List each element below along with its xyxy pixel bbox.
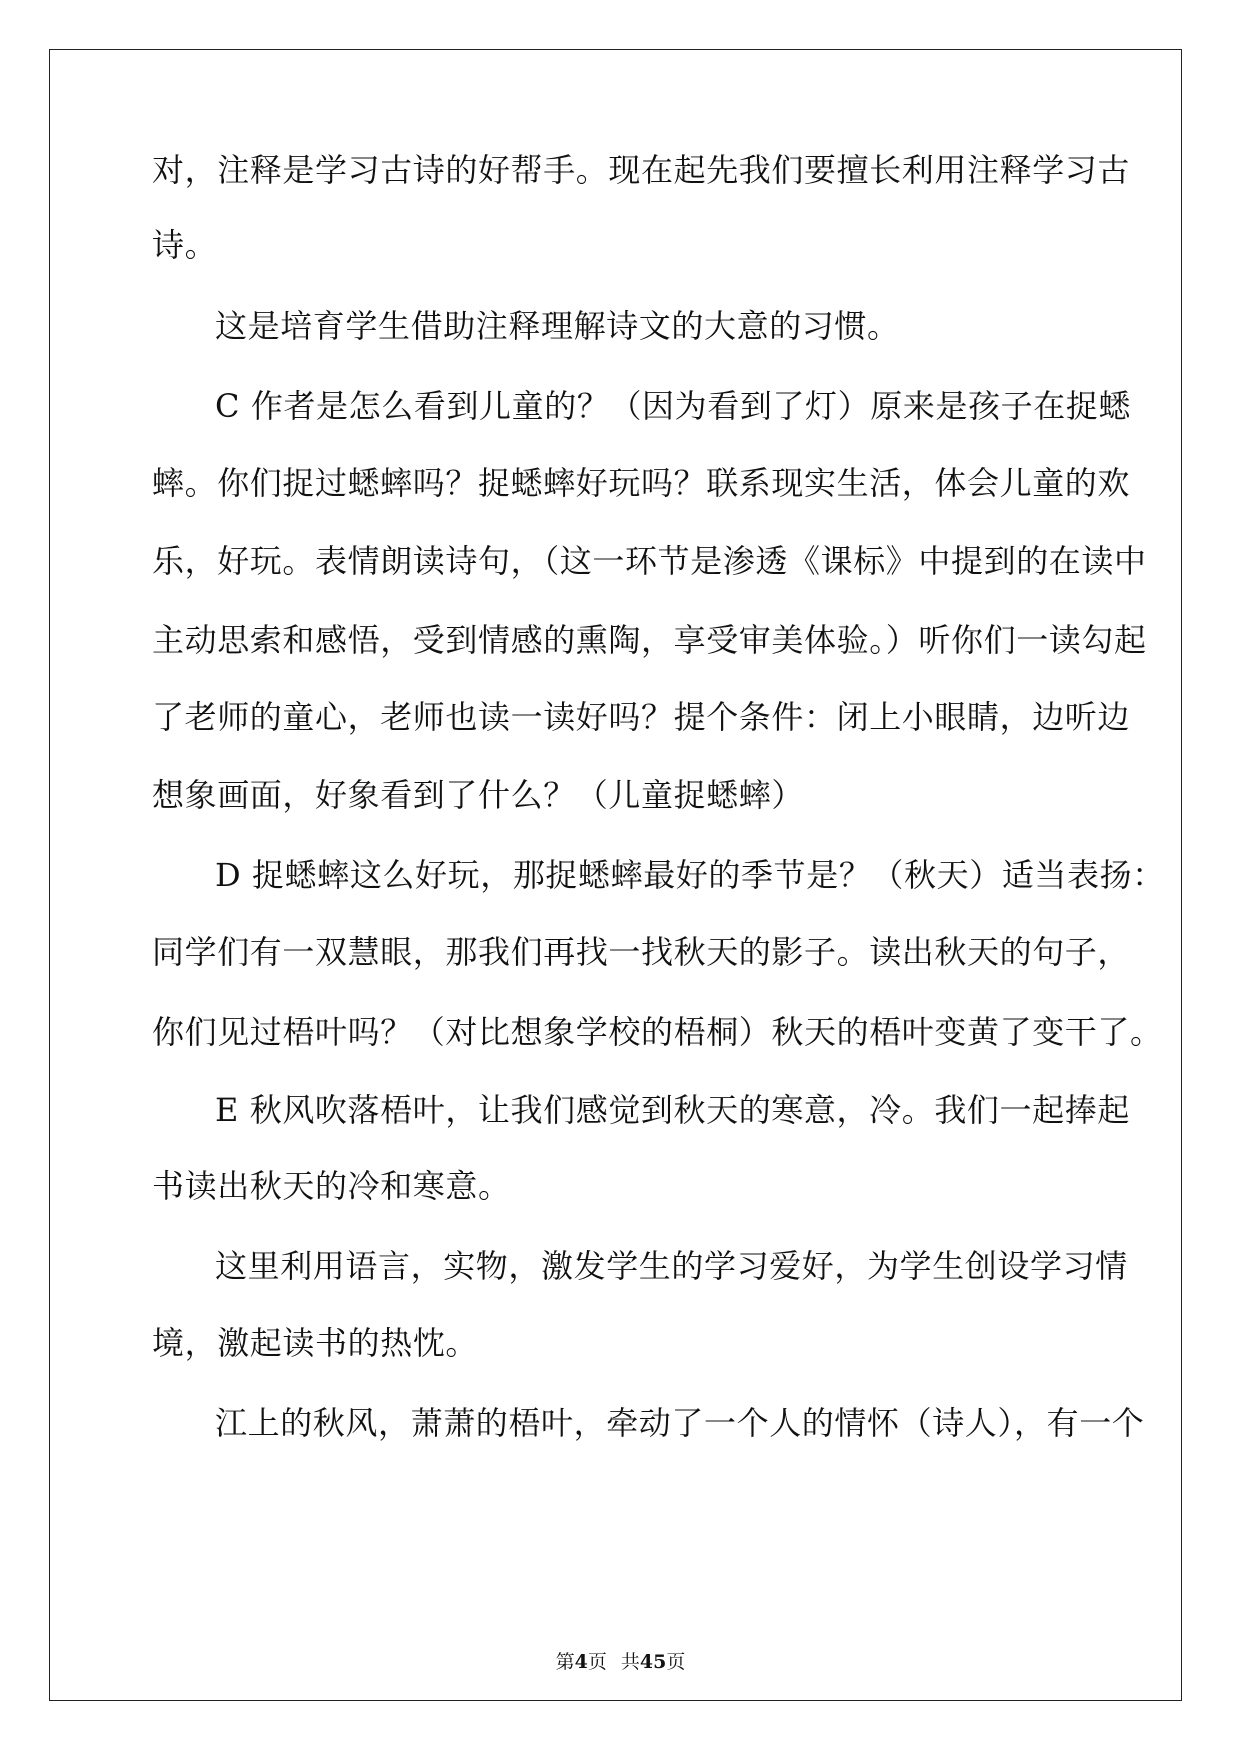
- page-number: 4: [574, 1651, 588, 1673]
- text-line: 同学们有一双慧眼，那我们再找一找秋天的影子。读出秋天的句子，: [152, 933, 1131, 971]
- total-pages: 45: [639, 1651, 667, 1673]
- page-label-prefix: 第: [555, 1651, 575, 1673]
- paragraph-line: C 作者是怎么看到儿童的？（因为看到了灯）原来是孩子在捉蟋: [215, 387, 1132, 425]
- paragraph-line: 江上的秋风，萧萧的梧叶，牵动了一个人的情怀（诗人），有一个: [215, 1404, 1145, 1442]
- text-line: 你们见过梧叶吗？（对比想象学校的梧桐）秋天的梧叶变黄了变干了。: [152, 1013, 1163, 1051]
- paragraph-line: 这是培育学生借助注释理解诗文的大意的习惯。: [215, 307, 900, 345]
- text-line: 书读出秋天的冷和寒意。: [152, 1167, 511, 1205]
- text-line: 诗。: [152, 226, 218, 264]
- text-line: 乐，好玩。表情朗读诗句，（这一环节是渗透《课标》中提到的在读中: [152, 542, 1147, 580]
- text-line: 境，激起读书的热忱。: [152, 1324, 479, 1362]
- paragraph-line: E 秋风吹落梧叶，让我们感觉到秋天的寒意，冷。我们一起捧起: [215, 1091, 1130, 1129]
- total-label-suffix: 页: [666, 1651, 686, 1673]
- paragraph-line: D 捉蟋蟀这么好玩，那捉蟋蟀最好的季节是？（秋天）适当表扬：: [215, 856, 1165, 894]
- text-line: 主动思索和感悟，受到情感的熏陶，享受审美体验。）听你们一读勾起: [152, 621, 1147, 659]
- total-label-prefix: 共: [620, 1651, 640, 1673]
- page-footer: [0, 1650, 1241, 1674]
- text-line: 蟀。你们捉过蟋蟀吗？捉蟋蟀好玩吗？联系现实生活，体会儿童的欢: [152, 464, 1131, 502]
- paragraph-line: 这里利用语言，实物，激发学生的学习爱好，为学生创设学习情: [215, 1247, 1128, 1285]
- text-line: 对，注释是学习古诗的好帮手。现在起先我们要擅长利用注释学习古: [152, 151, 1131, 189]
- text-line: 了老师的童心，老师也读一读好吗？提个条件：闭上小眼睛，边听边: [152, 698, 1131, 736]
- text-line: 想象画面，好象看到了什么？（儿童捉蟋蟀）: [152, 776, 805, 814]
- page-label-suffix: 页: [587, 1651, 607, 1673]
